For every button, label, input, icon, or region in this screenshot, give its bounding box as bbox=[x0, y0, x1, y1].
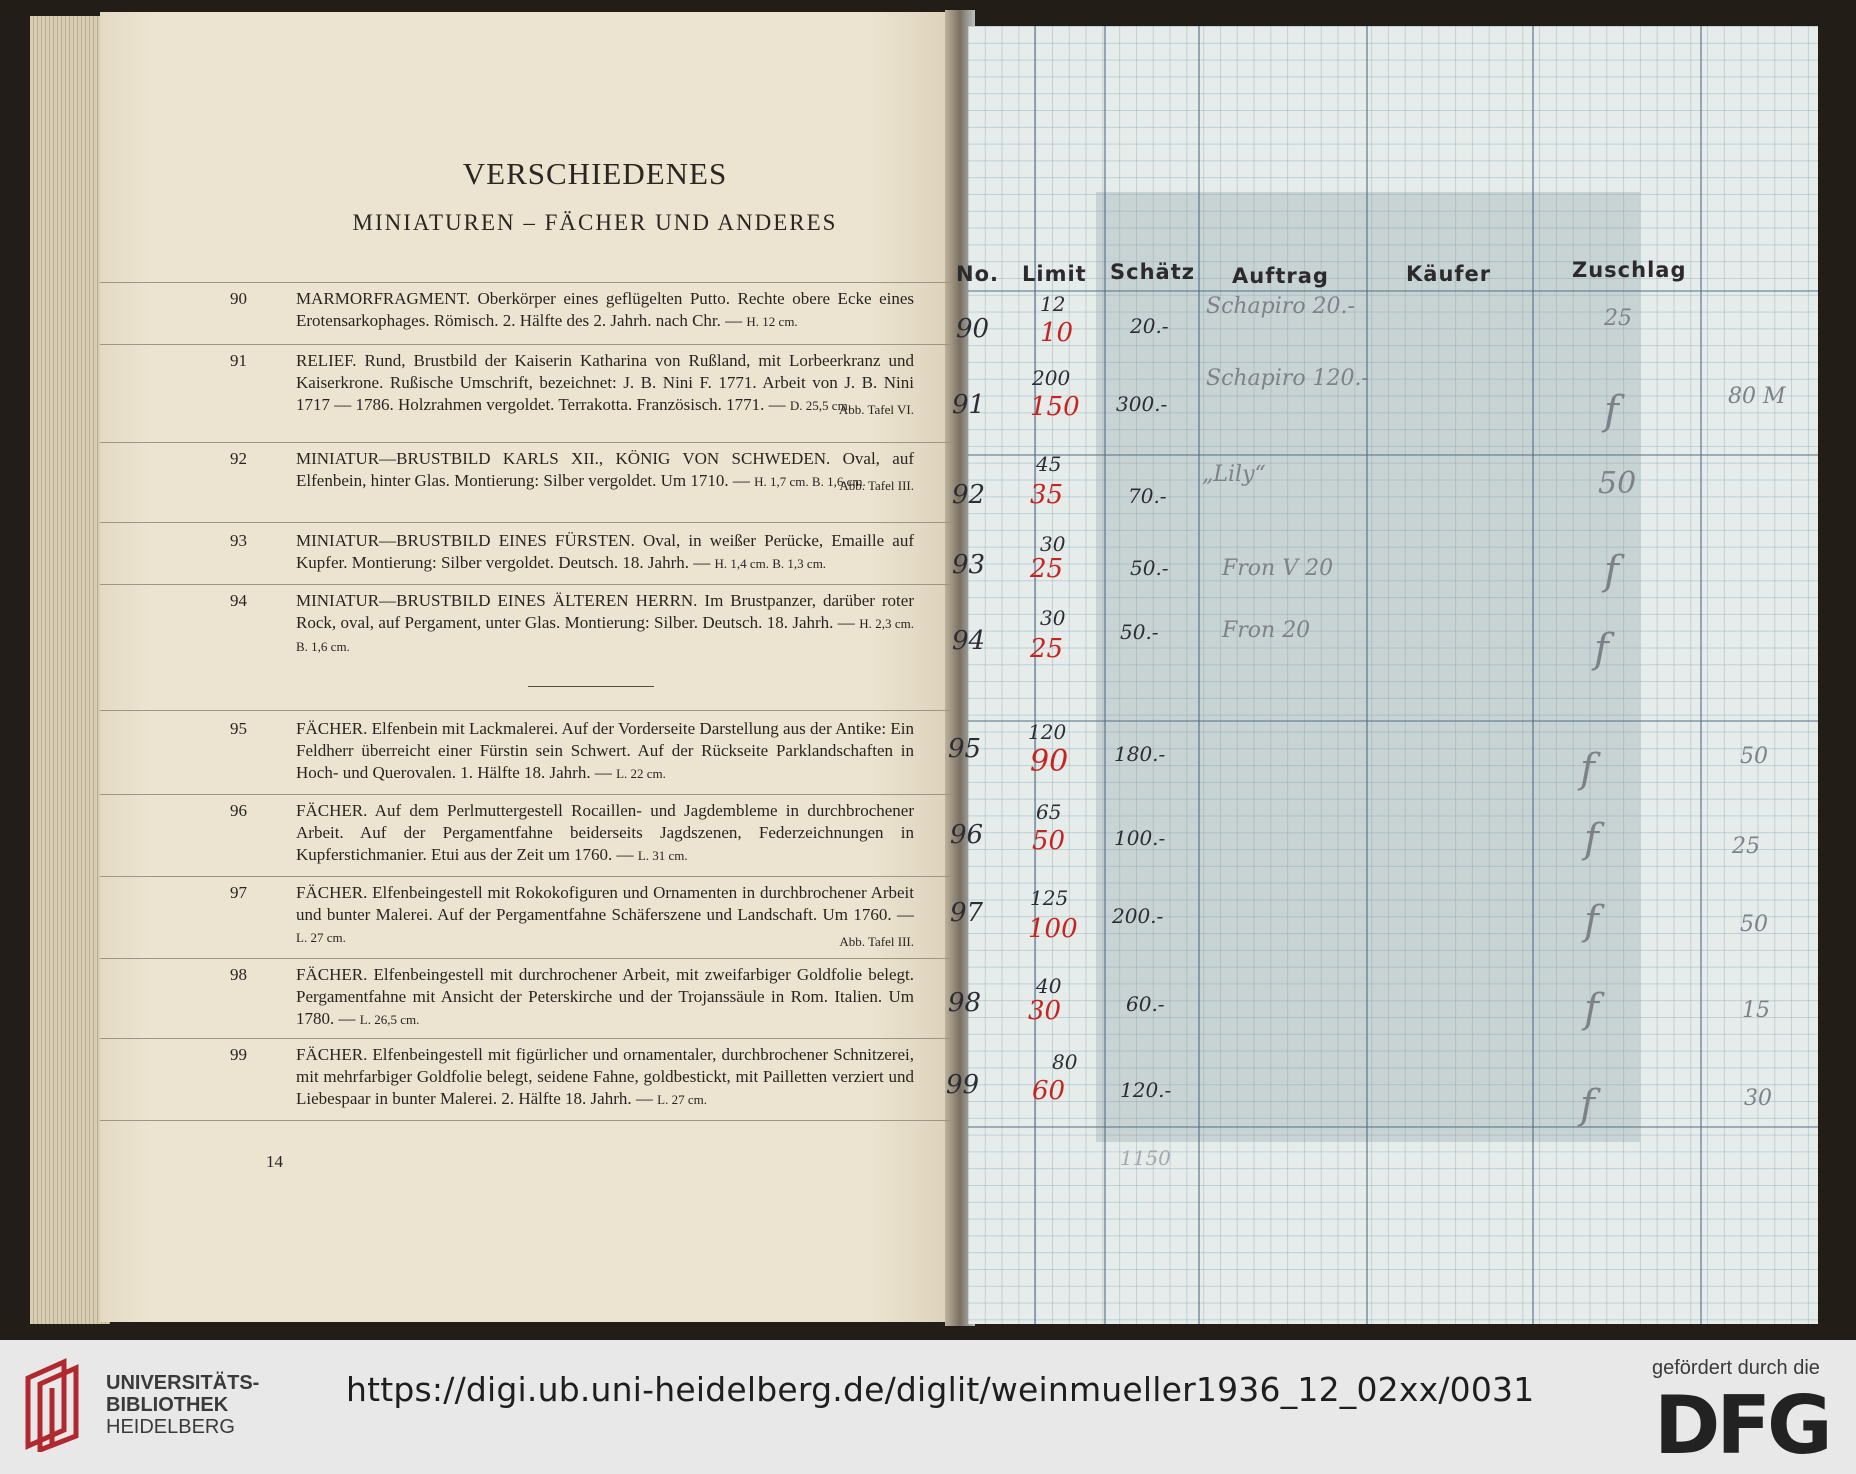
row-91-zuschlag: f bbox=[1604, 388, 1619, 434]
entry-dimensions: H. 1,4 cm. B. 1,3 cm. bbox=[714, 556, 827, 571]
row-96-no: 96 bbox=[950, 820, 984, 850]
entry-dimensions: H. 1,7 cm. B. 1,6 cm. bbox=[754, 474, 866, 489]
row-96-limit-new: 50 bbox=[1032, 826, 1066, 856]
entry-text: MINIATUR—BRUSTBILD EINES FÜRSTEN. Oval, in weißer Perücke, Emaille auf Kupfer. Montierung: Silber vergoldet. Deutsch. 18. Jahrh. — bbox=[296, 531, 914, 572]
column-divider bbox=[1366, 26, 1368, 1324]
row-93-auftrag: Fron V 20 bbox=[1222, 556, 1334, 581]
entry-number: 94 bbox=[230, 591, 247, 610]
row-94-no: 94 bbox=[952, 626, 986, 656]
column-divider bbox=[1700, 26, 1702, 1324]
row-91-limit-new: 150 bbox=[1030, 392, 1080, 422]
row-98-limit-old: 40 bbox=[1036, 974, 1062, 998]
row-99-no: 99 bbox=[946, 1070, 980, 1100]
entry-text: MINIATUR—BRUSTBILD EINES ÄLTEREN HERRN. Im Brustpanzer, darüber roter Rock, oval, auf Pergament, unter Glas. Montierung: Silber. Deutsch. 18. Jahrh. — bbox=[296, 591, 914, 632]
row-90-auftrag: Schapiro 20.- bbox=[1206, 294, 1355, 319]
entry-rule bbox=[100, 442, 952, 443]
row-92-zuschlag: 50 bbox=[1598, 466, 1637, 501]
row-95-zuschlag: f bbox=[1580, 746, 1595, 792]
row-97-no: 97 bbox=[950, 898, 984, 928]
entry-rule bbox=[100, 958, 952, 959]
dfg-logo: DFG bbox=[1654, 1379, 1829, 1472]
row-93-zuschlag: f bbox=[1604, 548, 1619, 594]
entry-dimensions: L. 27 cm. bbox=[657, 1092, 707, 1107]
entry-rule bbox=[100, 710, 952, 711]
row-95-schaetz: 180.- bbox=[1114, 742, 1166, 766]
row-divider bbox=[968, 290, 1818, 292]
entry-number: 93 bbox=[230, 531, 247, 550]
library-name bbox=[106, 1372, 259, 1438]
row-98-schaetz: 60.- bbox=[1126, 992, 1165, 1016]
entry-dimensions: H. 2,3 cm. B. 1,6 cm. bbox=[296, 616, 915, 654]
catalog-entry-90 bbox=[230, 288, 914, 333]
column-divider bbox=[1532, 26, 1534, 1324]
entry-rule bbox=[100, 1038, 952, 1039]
entry-rule bbox=[100, 522, 952, 523]
row-96-limit-old: 65 bbox=[1036, 800, 1062, 824]
entry-number: 92 bbox=[230, 449, 247, 468]
catalog-entry-91 bbox=[230, 350, 914, 421]
row-99-schaetz: 120.- bbox=[1120, 1078, 1172, 1102]
library-name-line3: HEIDELBERG bbox=[106, 1416, 235, 1438]
catalog-entry-96 bbox=[230, 800, 914, 867]
section-subtitle: MINIATUREN – FÄCHER UND ANDERES bbox=[352, 210, 838, 235]
row-93-no: 93 bbox=[952, 550, 986, 580]
row-99-zuschlag: f bbox=[1580, 1082, 1595, 1128]
row-96-extra: 25 bbox=[1732, 834, 1760, 859]
funded-by-label: gefördert durch die bbox=[1652, 1357, 1820, 1379]
row-90-schaetz: 20.- bbox=[1130, 314, 1169, 338]
row-96-schaetz: 100.- bbox=[1114, 826, 1166, 850]
entry-text: FÄCHER. Elfenbeingestell mit figürlicher und ornamentaler, durchbrochener Schnitzerei, mit mehrfarbiger Goldfolie belegt, seidene Fahne, goldbestickt, mit Pailletten verziert und Liebespaar in bunter Malerei. 2. Hälfte 18. Jahrh. — bbox=[296, 1045, 914, 1108]
row-97-schaetz: 200.- bbox=[1112, 904, 1164, 928]
library-name-line1: UNIVERSITÄTS- bbox=[106, 1372, 260, 1394]
catalog-entry-95 bbox=[230, 718, 914, 785]
entry-number: 95 bbox=[230, 719, 247, 738]
row-divider bbox=[968, 454, 1818, 456]
row-91-auftrag: Schapiro 120.- bbox=[1206, 366, 1369, 391]
entry-dimensions: L. 27 cm. bbox=[296, 930, 346, 945]
row-98-no: 98 bbox=[948, 988, 982, 1018]
section-divider bbox=[528, 686, 654, 687]
row-92-limit-new: 35 bbox=[1030, 480, 1064, 510]
column-divider bbox=[1198, 26, 1200, 1324]
row-divider bbox=[968, 1126, 1818, 1128]
row-95-limit-new: 90 bbox=[1030, 744, 1069, 779]
row-98-limit-new: 30 bbox=[1028, 996, 1062, 1026]
entry-number: 91 bbox=[230, 351, 247, 370]
section-title: VERSCHIEDENES bbox=[462, 156, 728, 191]
row-99-limit-old: 80 bbox=[1052, 1050, 1078, 1074]
row-95-no: 95 bbox=[948, 734, 982, 764]
row-90-zuschlag: 25 bbox=[1604, 306, 1632, 331]
row-95-extra: 50 bbox=[1740, 744, 1768, 769]
permalink-url[interactable]: https://digi.ub.uni-heidelberg.de/diglit/weinmueller1936_12_02xx/0031 bbox=[346, 1370, 1535, 1409]
row-97-zuschlag: f bbox=[1584, 898, 1599, 944]
entry-number: 90 bbox=[230, 289, 247, 308]
row-98-extra: 15 bbox=[1742, 998, 1770, 1023]
header-schaetz: Schätz bbox=[1110, 260, 1195, 284]
row-97-limit-new: 100 bbox=[1028, 914, 1078, 944]
catalog-entry-94 bbox=[230, 590, 915, 658]
entry-text: RELIEF. Rund, Brustbild der Kaiserin Katharina von Rußland, mit Lorbeerkranz und Kaiserkrone. Rußische Umschrift, bezeichnet: J. B. Nini F. 1771. Arbeit von J. B. Nini 1717 — 1786. Holzrahmen vergoldet. Terrakotta. Französisch. 1771. — bbox=[296, 351, 914, 414]
entry-number: 97 bbox=[230, 883, 247, 902]
entry-dimensions: L. 22 cm. bbox=[616, 766, 666, 781]
row-99-extra: 30 bbox=[1744, 1086, 1772, 1111]
header-auftrag: Auftrag bbox=[1232, 264, 1329, 288]
entry-dimensions: D. 25,5 cm. bbox=[789, 398, 851, 413]
row-91-limit-old: 200 bbox=[1032, 366, 1071, 390]
catalog-entry-99 bbox=[230, 1044, 914, 1111]
row-93-limit-new: 25 bbox=[1030, 554, 1064, 584]
entry-text: FÄCHER. Auf dem Perlmuttergestell Rocaillen- und Jagdembleme in durchbrochener Arbeit. Auf der Pergamentfahne beiderseits Jagdszenen, Federzeichnungen in Kupferstichmanier. Etui aus der Zeit um 1760. — bbox=[296, 801, 914, 864]
row-97-limit-old: 125 bbox=[1030, 886, 1069, 910]
header-limit: Limit bbox=[1022, 262, 1087, 286]
row-93-limit-old: 30 bbox=[1040, 532, 1066, 556]
row-92-limit-old: 45 bbox=[1036, 452, 1062, 476]
plate-reference: Abb. Tafel III. bbox=[839, 478, 914, 493]
row-91-extra: 80 M bbox=[1728, 384, 1786, 409]
entry-dimensions: H. 12 cm. bbox=[746, 314, 798, 329]
entry-rule bbox=[100, 584, 952, 585]
entry-rule bbox=[100, 794, 952, 795]
entry-text: FÄCHER. Elfenbeingestell mit Rokokofiguren und Ornamenten in durchbrochener Arbeit und bunter Malerei. Auf der Pergamentfahne Schäferszene und Landschaft. Um 1760. — bbox=[296, 883, 914, 924]
row-97-extra: 50 bbox=[1740, 912, 1768, 937]
entry-rule bbox=[100, 344, 952, 345]
header-kaeufer: Käufer bbox=[1406, 262, 1492, 286]
ub-heidelberg-logo-icon bbox=[22, 1358, 92, 1452]
entry-dimensions: L. 31 cm. bbox=[637, 848, 688, 863]
row-93-schaetz: 50.- bbox=[1130, 556, 1169, 580]
total-sum: 1150 bbox=[1120, 1146, 1171, 1170]
row-94-limit-new: 25 bbox=[1030, 634, 1064, 664]
row-92-schaetz: 70.- bbox=[1128, 484, 1167, 508]
row-92-auftrag: „Lily“ bbox=[1202, 462, 1266, 487]
row-95-limit-old: 120 bbox=[1028, 720, 1067, 744]
entry-dimensions: L. 26,5 cm. bbox=[359, 1012, 420, 1027]
entry-number: 98 bbox=[230, 965, 247, 984]
row-90-no: 90 bbox=[956, 314, 990, 344]
catalog-entry-98 bbox=[230, 964, 914, 1031]
row-98-zuschlag: f bbox=[1584, 986, 1599, 1032]
entry-rule bbox=[100, 876, 952, 877]
entry-text: FÄCHER. Elfenbeingestell mit durchrochener Arbeit, mit zweifarbiger Goldfolie belegt. Pergamentfahne mit Ansicht der Peterskirche und der Trojanssäule in Rom. Italien. Um 1780. — bbox=[296, 965, 914, 1028]
library-name-line2: BIBLIOTHEK bbox=[106, 1394, 229, 1416]
left-page bbox=[100, 12, 952, 1322]
header-rule bbox=[100, 282, 952, 283]
entry-text: FÄCHER. Elfenbein mit Lackmalerei. Auf der Vorderseite Darstellung aus der Antike: Ein Feldherr überreicht einer Fürstin sein Schwert. Auf der Rückseite Parklandschaften in Hoch- und Querovalen. 1. Hälfte 18. Jahrh. — bbox=[296, 719, 914, 782]
plate-reference: Abb. Tafel VI. bbox=[838, 402, 914, 417]
row-94-auftrag: Fron 20 bbox=[1222, 618, 1311, 643]
paper-shadow bbox=[1096, 192, 1640, 1142]
catalog-entry-92 bbox=[230, 448, 914, 497]
row-94-limit-old: 30 bbox=[1040, 606, 1066, 630]
row-90-limit-old: 12 bbox=[1040, 292, 1066, 316]
row-94-schaetz: 50.- bbox=[1120, 620, 1159, 644]
entry-number: 99 bbox=[230, 1045, 247, 1064]
row-91-no: 91 bbox=[952, 390, 986, 420]
header-zuschlag: Zuschlag bbox=[1572, 258, 1687, 282]
entry-rule bbox=[100, 1120, 952, 1121]
row-divider bbox=[968, 720, 1818, 722]
page-number: 14 bbox=[266, 1152, 283, 1171]
plate-reference: Abb. Tafel III. bbox=[839, 934, 914, 949]
header-no: No. bbox=[956, 262, 999, 286]
row-91-schaetz: 300.- bbox=[1116, 392, 1168, 416]
row-94-zuschlag: f bbox=[1594, 626, 1609, 672]
entry-text: MARMORFRAGMENT. Oberkörper eines geflügelten Putto. Rechte obere Ecke eines Erotensarkophages. Römisch. 2. Hälfte des 2. Jahrh. nach Chr. — bbox=[296, 289, 914, 330]
catalog-entry-97 bbox=[230, 882, 914, 953]
row-99-limit-new: 60 bbox=[1032, 1076, 1066, 1106]
catalog-entry-93 bbox=[230, 530, 914, 575]
entry-text: MINIATUR—BRUSTBILD KARLS XII., KÖNIG VON SCHWEDEN. Oval, auf Elfenbein, hinter Glas. Montierung: Silber vergoldet. Um 1710. — bbox=[296, 449, 914, 490]
entry-number: 96 bbox=[230, 801, 247, 820]
row-90-limit-new: 10 bbox=[1040, 318, 1074, 348]
row-92-no: 92 bbox=[952, 480, 986, 510]
row-96-zuschlag: f bbox=[1584, 816, 1599, 862]
